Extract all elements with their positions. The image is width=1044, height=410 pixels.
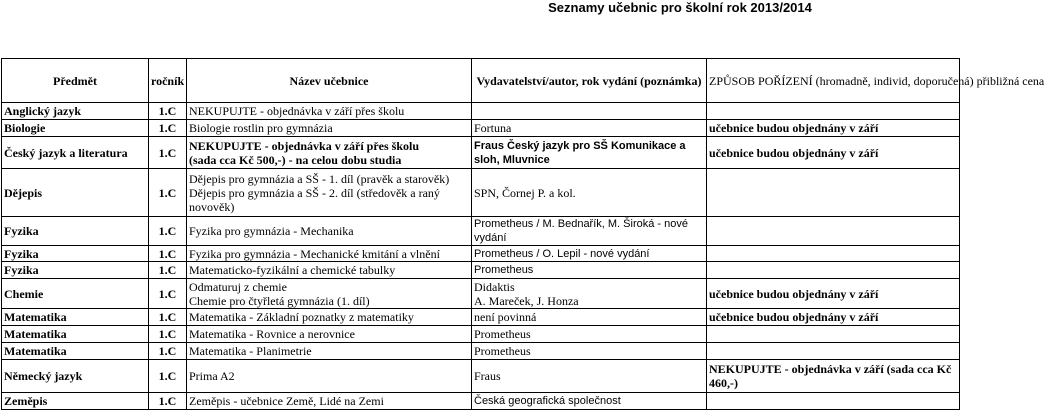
row-subject: Matematika [2,343,149,360]
row-name: Matematika - Planimetrie [187,343,472,360]
header-row [2,59,960,103]
row-method [707,217,960,246]
row-method [707,103,960,120]
row-name: Matematicko-fyzikální a chemické tabulky [187,262,472,279]
row-publisher: Prometheus / O. Lepil - nové vydání [472,246,707,262]
row-grade: 1.C [149,169,187,217]
row-publisher: Fraus [472,360,707,393]
row-grade: 1.C [149,343,187,360]
table-row [2,360,960,393]
row-subject: Německý jazyk [2,360,149,393]
row-publisher-line: A. Mareček, J. Honza [474,293,579,308]
header-name: Název učebnice [187,59,472,103]
row-method [707,343,960,360]
row-subject: Chemie [2,279,149,309]
table-row [2,326,960,343]
row-name: Dějepis pro gymnázia a SŠ - 1. díl (pravěk a starověk) Dějepis pro gymnázia a SŠ - 2. díl (středověk a raný novověk) [187,169,472,217]
row-publisher: není povinná [472,309,707,326]
row-subject: Matematika [2,309,149,326]
row-name: Biologie rostlin pro gymnázia [187,120,472,137]
row-name: Fyzika pro gymnázia - Mechanické kmitání a vlnění [187,246,472,262]
row-name: Matematika - Rovnice a nerovnice [187,326,472,343]
row-publisher: Prometheus / M. Bednařík, M. Široká - nové vydání [472,217,707,246]
row-name [187,137,472,169]
row-grade: 1.C [149,137,187,169]
row-name-line: Chemie pro čtyřletá gymnázia (1. díl) [189,293,370,308]
row-name: Fyzika pro gymnázia - Mechanika [187,217,472,246]
row-grade: 1.C [149,360,187,393]
row-grade: 1.C [149,279,187,309]
row-grade: 1.C [149,103,187,120]
row-method: učebnice budou objednány v září [707,120,960,137]
row-method [707,393,960,410]
row-publisher-line: Fraus Český jazyk pro SŠ Komunikace a [474,139,686,152]
row-publisher [472,279,707,309]
row-method [707,326,960,343]
row-publisher: Česká geografická společnost [472,393,707,410]
row-method [707,262,960,279]
row-name: Matematika - Základní poznatky z matematiky [187,309,472,326]
row-subject: Fyzika [2,246,149,262]
row-subject: Anglický jazyk [2,103,149,120]
row-subject: Fyzika [2,217,149,246]
row-publisher: Prometheus [472,326,707,343]
row-method: učebnice budou objednány v září [707,137,960,169]
row-name: Prima A2 [187,360,472,393]
table-row [2,343,960,360]
row-subject: Biologie [2,120,149,137]
header-method: ZPŮSOB POŘÍZENÍ (hromadně, individ, doporučená) přibližná cena [707,59,960,103]
row-grade: 1.C [149,262,187,279]
header-grade: ročník [149,59,187,103]
table-row [2,217,960,246]
row-subject: Český jazyk a literatura [2,137,149,169]
table-row [2,120,960,137]
row-publisher: Fortuna [472,120,707,137]
row-subject: Dějepis [2,169,149,217]
table-row [2,246,960,262]
page-title: Seznamy učebnic pro školní rok 2013/2014 [548,0,812,15]
header-publisher: Vydavatelství/autor, rok vydání (poznámka) [472,59,707,103]
row-grade: 1.C [149,120,187,137]
row-publisher-line: sloh, Mluvnice [474,153,550,166]
table-row [2,279,960,309]
row-publisher: Prometheus [472,262,707,279]
row-subject: Zeměpis [2,393,149,410]
row-publisher: SPN, Čornej P. a kol. [472,169,707,217]
row-grade: 1.C [149,326,187,343]
table-row [2,309,960,326]
table-row [2,137,960,169]
row-publisher [472,137,707,169]
row-publisher: Prometheus [472,343,707,360]
row-name-line: (sada cca Kč 500,-) - na celou dobu studia [189,152,402,167]
row-method [707,246,960,262]
row-name-line: Odmaturuj z chemie [189,279,287,294]
table-row [2,262,960,279]
row-grade: 1.C [149,309,187,326]
row-grade: 1.C [149,246,187,262]
row-name: NEKUPUJTE - objednávka v září přes školu [187,103,472,120]
header-subject: Předmět [2,59,149,103]
row-name: Zeměpis - učebnice Země, Lidé na Zemi [187,393,472,410]
row-method: NEKUPUJTE - objednávka v září (sada cca Kč 460,-) [707,360,960,393]
row-publisher-line: Didaktis [474,279,515,294]
row-subject: Matematika [2,326,149,343]
row-grade: 1.C [149,217,187,246]
table-row [2,169,960,217]
row-method: učebnice budou objednány v září [707,309,960,326]
row-method [707,169,960,217]
table-row [2,103,960,120]
table-row [2,393,960,410]
row-name-line: NEKUPUJTE - objednávka v září přes školu [189,138,420,153]
row-name [187,279,472,309]
row-subject: Fyzika [2,262,149,279]
row-method: učebnice budou objednány v září [707,279,960,309]
row-publisher [472,103,707,120]
textbook-table [1,58,1044,410]
row-grade: 1.C [149,393,187,410]
